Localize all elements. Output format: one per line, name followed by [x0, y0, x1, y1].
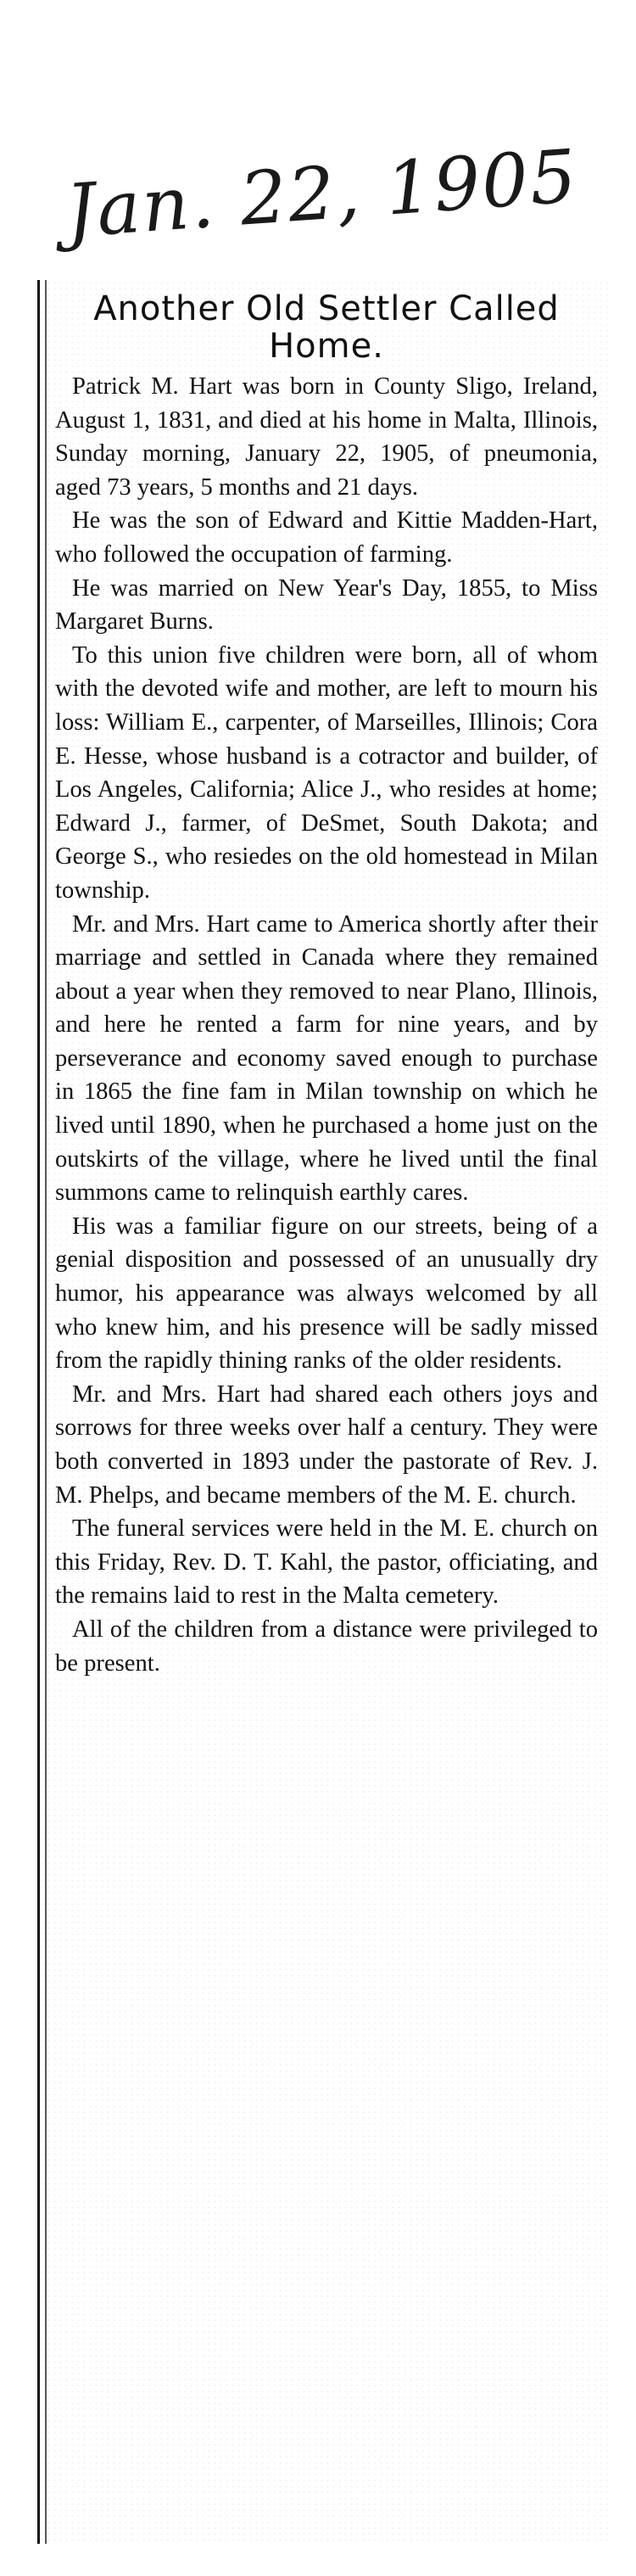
article-paragraph-church: Mr. and Mrs. Hart had shared each others joys and sorrows for three weeks over half a century. They were both converted in 1893 under the pastorate of Rev. J. M. Phelps, and became members of the M. E. church. — [55, 1380, 598, 1509]
article-column — [55, 290, 598, 1680]
newspaper-clipping — [37, 280, 608, 2544]
article-paragraph-marriage: He was married on New Year's Day, 1855, to Miss Margaret Burns. — [55, 574, 598, 636]
article-paragraph-parents: He was the son of Edward and Kittie Madden-Hart, who followed the occupation of farming. — [55, 507, 598, 568]
article-paragraph-funeral: The funeral services were held in the M. E. church on this Friday, Rev. D. T. Kahl, the pastor, officiating, and the remains laid to rest in the Malta cemetery. — [55, 1515, 598, 1610]
article-paragraph-emigration: Mr. and Mrs. Hart came to America shortly after their marriage and settled in Canada where they remained about a year when they removed to near Plano, Illinois, and here he rented a farm for nine years, and by perseverance and economy saved enough to purchase in 1865 the fine fam in Milan township on which he lived until 1890, when he purchased a home just on the outskirts of the village, where he lived until the final summons came to relinquish earthly cares. — [55, 910, 598, 1207]
article-paragraph-character: His was a familiar figure on our streets, being of a genial disposition and possessed of an unusually dry humor, his appearance was always welcomed by all who knew him, and his presence will be sadly missed from the rapidly thining ranks of the older residents. — [55, 1212, 598, 1375]
handwritten-date: Jan. 22, 1905 — [63, 133, 581, 255]
article-headline: Another Old Settler Called Home. — [93, 289, 560, 366]
article-paragraph-closing: All of the children from a distance were privileged to be present. — [55, 1616, 598, 1677]
article-paragraph-children: To this union five children were born, all of whom with the devoted wife and mother, are left to mourn his loss: William E., carpenter, of Marseilles, Illinois; Cora E. Hesse, whose husband is a cotractor and builder, of Los Angeles, California; Alice J., who resides at home; Edward J., farmer, of DeSmet, South Dakota; and George S., who resiedes on the old homestead in Milan township. — [55, 641, 598, 904]
article-paragraph-birth: Patrick M. Hart was born in County Sligo, Ireland, August 1, 1831, and died at his home in Malta, Illinois, Sunday morning, January 22, 1905, of pneumonia, aged 73 years, 5 months and 21 days. — [55, 373, 598, 501]
